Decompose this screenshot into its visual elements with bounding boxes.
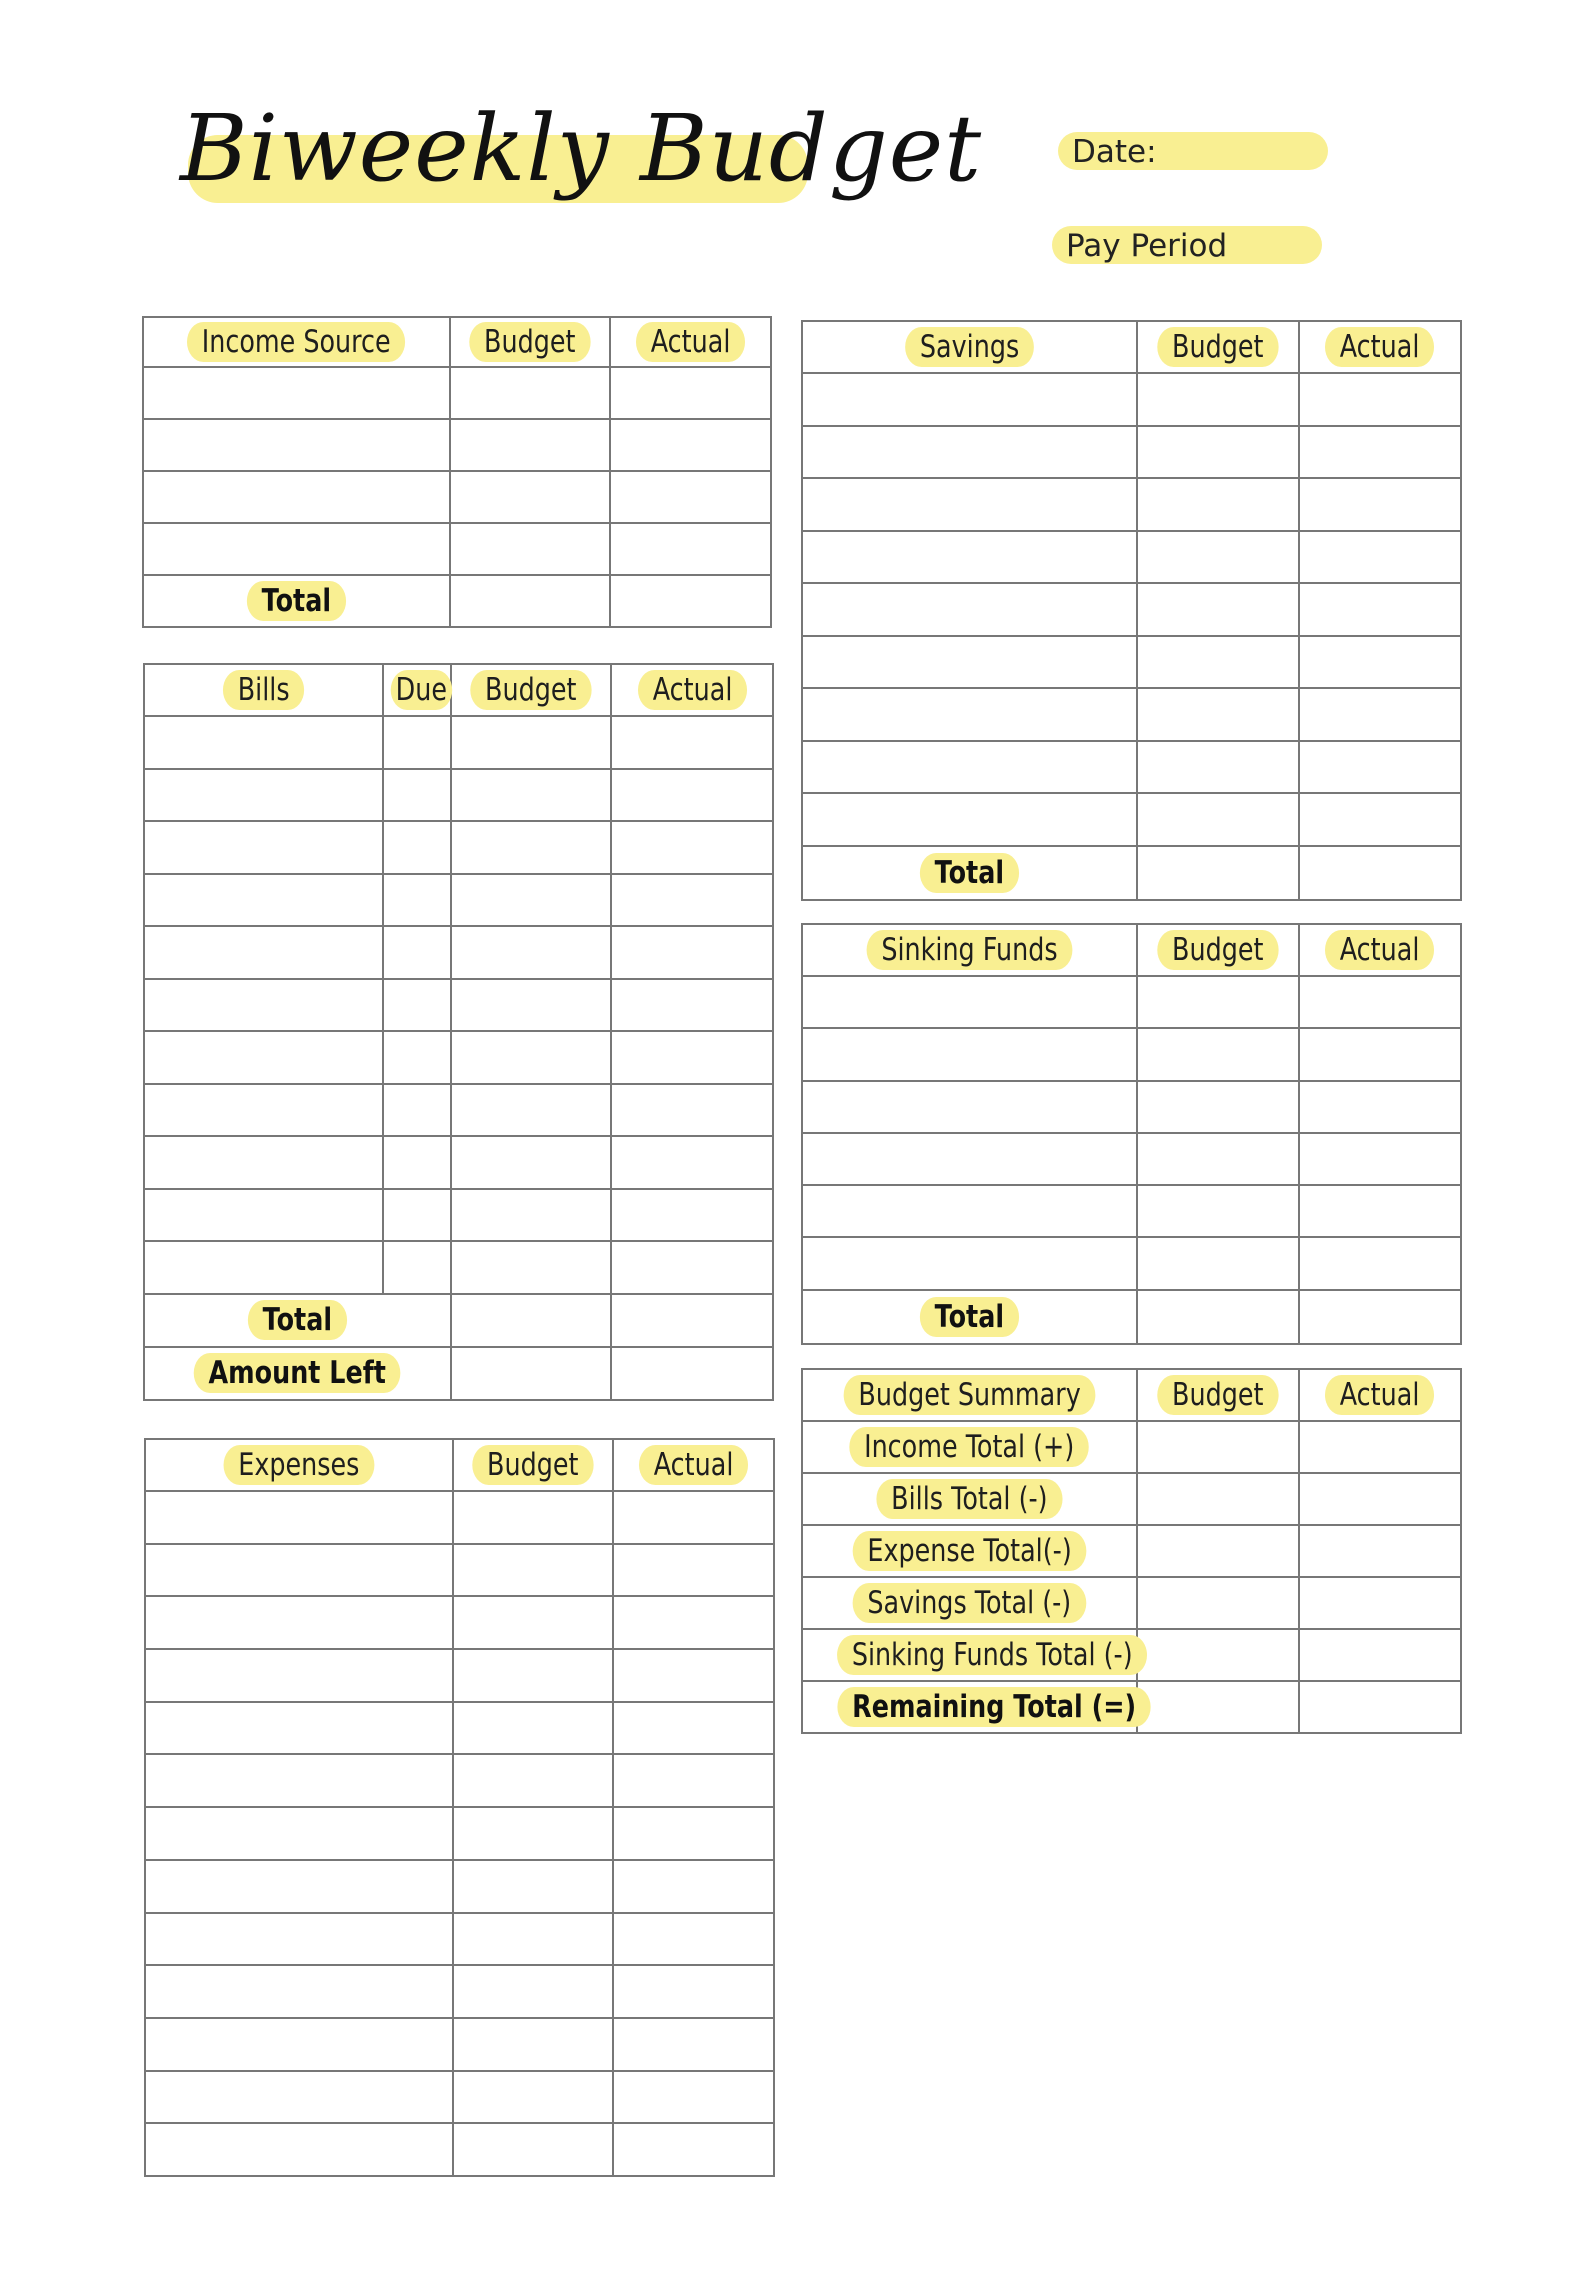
savings-total-budget-cell[interactable] (1137, 846, 1299, 900)
savings-row-cell[interactable] (1137, 636, 1299, 689)
bills-row (144, 1084, 773, 1137)
savings-row-cell[interactable] (1299, 793, 1461, 846)
savings-row-cell[interactable] (802, 531, 1137, 584)
sinking-row-cell[interactable] (802, 976, 1137, 1028)
savings-row-cell[interactable] (1137, 373, 1299, 426)
label-highlight: Actual (636, 322, 745, 362)
bills-row-cell[interactable] (611, 926, 773, 979)
summary-actual-cell[interactable] (1299, 1473, 1461, 1525)
label-highlight: Bills Total (-) (877, 1479, 1063, 1519)
expenses-row-cell[interactable] (613, 1860, 774, 1913)
expenses-row-cell[interactable] (453, 1491, 614, 1544)
savings-row-cell[interactable] (1299, 688, 1461, 741)
summary-row-bills (802, 1473, 1461, 1525)
sinking-row-cell[interactable] (1299, 1028, 1461, 1080)
savings-row (802, 373, 1461, 426)
bills-row-cell[interactable] (383, 1084, 451, 1137)
sinking-row-cell[interactable] (1137, 1133, 1299, 1185)
page-title (180, 95, 983, 205)
sinking-row-cell[interactable] (1299, 1133, 1461, 1185)
expenses-row-cell[interactable] (613, 1754, 774, 1807)
expenses-row-cell[interactable] (613, 1596, 774, 1649)
expenses-row-cell[interactable] (453, 1965, 614, 2018)
sinking-row (802, 1237, 1461, 1289)
savings-total-actual-cell[interactable] (1299, 846, 1461, 900)
savings-actual-header (1299, 321, 1461, 373)
income-row-cell[interactable] (610, 471, 771, 523)
expenses-row-cell[interactable] (145, 1913, 453, 1966)
savings-table (801, 320, 1462, 901)
label-highlight: Remaining Total (=) (837, 1687, 1150, 1727)
expenses-row (145, 2018, 774, 2071)
expenses-row-cell[interactable] (145, 2123, 453, 2176)
sinking-row-cell[interactable] (802, 1185, 1137, 1237)
label-highlight: Actual (1325, 930, 1434, 970)
summary-actual-cell[interactable] (1299, 1681, 1461, 1733)
savings-row-cell[interactable] (802, 583, 1137, 636)
bills-budget-header (451, 664, 612, 716)
income-row-cell[interactable] (610, 523, 771, 575)
bills-row (144, 769, 773, 822)
bills-row-cell[interactable] (611, 821, 773, 874)
summary-budget-cell[interactable] (1137, 1473, 1299, 1525)
expenses-row-cell[interactable] (453, 1807, 614, 1860)
summary-budget-cell[interactable] (1137, 1629, 1299, 1681)
sinking-row-cell[interactable] (1299, 1237, 1461, 1289)
savings-row (802, 531, 1461, 584)
label-highlight: Actual (639, 1445, 748, 1485)
expenses-actual-header (613, 1439, 774, 1491)
savings-row (802, 636, 1461, 689)
bills-row-cell[interactable] (611, 1084, 773, 1137)
label-highlight: Total (920, 853, 1019, 893)
summary-row-income (802, 1421, 1461, 1473)
summary-row-sinking (802, 1629, 1461, 1681)
expenses-row-cell[interactable] (453, 1596, 614, 1649)
savings-row (802, 793, 1461, 846)
pay-period-label: Pay Period (1066, 228, 1228, 264)
label-highlight: Actual (1325, 1375, 1434, 1415)
label-highlight: Savings (905, 327, 1034, 367)
summary-actual-header (1299, 1369, 1461, 1421)
expenses-row-cell[interactable] (145, 1649, 453, 1702)
savings-row-cell[interactable] (802, 793, 1137, 846)
summary-budget-cell[interactable] (1137, 1421, 1299, 1473)
summary-row-expense (802, 1525, 1461, 1577)
expenses-budget-header (453, 1439, 614, 1491)
bills-row-cell[interactable] (451, 979, 612, 1032)
bills-row-cell[interactable] (451, 821, 612, 874)
sinking-row-cell[interactable] (802, 1081, 1137, 1133)
savings-row-cell[interactable] (1137, 741, 1299, 794)
summary-row-remaining (802, 1681, 1461, 1733)
bills-row-cell[interactable] (451, 1031, 612, 1084)
expenses-row (145, 1807, 774, 1860)
sinking-row-cell[interactable] (802, 1133, 1137, 1185)
bills-row-cell[interactable] (144, 1241, 383, 1294)
bills-amount-left-row (144, 1347, 773, 1400)
label-highlight: Total (920, 1297, 1019, 1337)
savings-row-cell[interactable] (1137, 583, 1299, 636)
sinking-row-cell[interactable] (802, 1028, 1137, 1080)
sinking-actual-header (1299, 924, 1461, 976)
savings-row-cell[interactable] (1299, 531, 1461, 584)
income-table (142, 316, 772, 628)
expenses-row-cell[interactable] (453, 1702, 614, 1755)
bills-row-cell[interactable] (451, 1241, 612, 1294)
savings-row-cell[interactable] (1137, 531, 1299, 584)
sinking-row-cell[interactable] (1299, 976, 1461, 1028)
expenses-row-cell[interactable] (145, 1596, 453, 1649)
bills-row-cell[interactable] (383, 1136, 451, 1189)
savings-total-row (802, 846, 1461, 900)
income-total-label (143, 575, 450, 627)
summary-label-bills (802, 1473, 1137, 1525)
income-row-cell[interactable] (450, 471, 611, 523)
summary-actual-cell[interactable] (1299, 1525, 1461, 1577)
savings-row-cell[interactable] (1137, 793, 1299, 846)
savings-row-cell[interactable] (1299, 583, 1461, 636)
savings-row-cell[interactable] (1137, 688, 1299, 741)
bills-total-label (144, 1294, 451, 1347)
bills-row (144, 926, 773, 979)
label-highlight: Budget (470, 322, 591, 362)
bills-row (144, 1241, 773, 1294)
sinking-row (802, 1133, 1461, 1185)
savings-row (802, 426, 1461, 479)
bills-row (144, 1031, 773, 1084)
savings-row-cell[interactable] (1299, 478, 1461, 531)
summary-budget-cell[interactable] (1137, 1525, 1299, 1577)
expenses-row-cell[interactable] (613, 1965, 774, 2018)
income-row (143, 419, 771, 471)
sinking-row (802, 1185, 1461, 1237)
sinking-row-cell[interactable] (1299, 1185, 1461, 1237)
expenses-row (145, 1702, 774, 1755)
savings-row-cell[interactable] (1299, 741, 1461, 794)
income-row-cell[interactable] (450, 523, 611, 575)
income-row-cell[interactable] (450, 419, 611, 471)
label-highlight: Savings Total (-) (853, 1583, 1086, 1623)
sinking-funds-table (801, 923, 1462, 1345)
bills-total-row (144, 1294, 773, 1347)
summary-actual-cell[interactable] (1299, 1421, 1461, 1473)
savings-row-cell[interactable] (802, 478, 1137, 531)
income-source-header (143, 317, 450, 367)
expenses-row-cell[interactable] (613, 1807, 774, 1860)
expenses-row-cell[interactable] (145, 1702, 453, 1755)
label-highlight: Total (247, 581, 346, 621)
title-text: Biweekly Budget (180, 95, 983, 202)
expenses-row (145, 2071, 774, 2124)
label-highlight: Expenses (224, 1445, 375, 1485)
income-row (143, 367, 771, 419)
label-highlight: Budget Summary (844, 1375, 1096, 1415)
bills-actual-header (611, 664, 773, 716)
bills-total-actual-cell[interactable] (611, 1294, 773, 1347)
expenses-row (145, 1544, 774, 1597)
sinking-total-label (802, 1290, 1137, 1344)
expenses-row (145, 2123, 774, 2176)
expenses-row-cell[interactable] (453, 1860, 614, 1913)
summary-label-savings (802, 1577, 1137, 1629)
savings-row-cell[interactable] (1137, 426, 1299, 479)
bills-row-cell[interactable] (383, 1189, 451, 1242)
sinking-row-cell[interactable] (1137, 1185, 1299, 1237)
bills-row-cell[interactable] (383, 1241, 451, 1294)
label-highlight: Budget (1158, 930, 1279, 970)
sinking-row (802, 1081, 1461, 1133)
label-highlight: Expense Total(-) (853, 1531, 1087, 1571)
bills-row-cell[interactable] (144, 874, 383, 927)
summary-label-sinking (802, 1629, 1137, 1681)
bills-row (144, 874, 773, 927)
sinking-total-budget-cell[interactable] (1137, 1290, 1299, 1344)
bills-row-cell[interactable] (383, 874, 451, 927)
expenses-row-cell[interactable] (453, 1544, 614, 1597)
income-row-cell[interactable] (143, 367, 450, 419)
expenses-row-cell[interactable] (613, 2018, 774, 2071)
bills-row-cell[interactable] (611, 1031, 773, 1084)
savings-row-cell[interactable] (802, 426, 1137, 479)
sinking-row-cell[interactable] (1137, 976, 1299, 1028)
expenses-row-cell[interactable] (613, 1702, 774, 1755)
bills-row-cell[interactable] (611, 1136, 773, 1189)
summary-row-savings (802, 1577, 1461, 1629)
bills-row-cell[interactable] (611, 769, 773, 822)
bills-row-cell[interactable] (383, 979, 451, 1032)
income-row (143, 523, 771, 575)
label-highlight: Income Total (+) (850, 1427, 1090, 1467)
bills-row-cell[interactable] (451, 716, 612, 769)
expenses-row-cell[interactable] (613, 1544, 774, 1597)
sinking-budget-header (1137, 924, 1299, 976)
label-highlight: Amount Left (194, 1353, 401, 1393)
savings-row-cell[interactable] (802, 741, 1137, 794)
expenses-row-cell[interactable] (453, 2018, 614, 2071)
savings-row-cell[interactable] (1299, 426, 1461, 479)
savings-name-header (802, 321, 1137, 373)
expenses-row-cell[interactable] (145, 1544, 453, 1597)
expenses-row (145, 1596, 774, 1649)
sinking-row-cell[interactable] (1137, 1237, 1299, 1289)
summary-name-header (802, 1369, 1137, 1421)
bills-row-cell[interactable] (144, 979, 383, 1032)
label-highlight: Due (390, 670, 451, 710)
income-row-cell[interactable] (143, 523, 450, 575)
sinking-name-header (802, 924, 1137, 976)
expenses-row-cell[interactable] (613, 1649, 774, 1702)
bills-row (144, 716, 773, 769)
income-budget-header (450, 317, 611, 367)
summary-label-expense (802, 1525, 1137, 1577)
savings-row-cell[interactable] (802, 688, 1137, 741)
label-highlight: Bills (223, 670, 304, 710)
savings-row (802, 688, 1461, 741)
bills-row-cell[interactable] (451, 926, 612, 979)
sinking-row-cell[interactable] (1137, 1028, 1299, 1080)
expenses-row-cell[interactable] (613, 2071, 774, 2124)
bills-row-cell[interactable] (383, 716, 451, 769)
bills-row-cell[interactable] (611, 979, 773, 1032)
income-row (143, 471, 771, 523)
savings-row-cell[interactable] (1299, 373, 1461, 426)
expenses-row-cell[interactable] (453, 2123, 614, 2176)
expenses-row-cell[interactable] (145, 1860, 453, 1913)
bills-row-cell[interactable] (144, 1136, 383, 1189)
savings-row (802, 583, 1461, 636)
label-highlight: Total (248, 1300, 347, 1340)
label-highlight: Actual (638, 670, 747, 710)
sinking-row-cell[interactable] (1137, 1081, 1299, 1133)
expenses-row-cell[interactable] (613, 1491, 774, 1544)
label-highlight: Actual (1325, 327, 1434, 367)
label-highlight: Budget (1158, 1375, 1279, 1415)
expenses-row-cell[interactable] (453, 1754, 614, 1807)
summary-budget-cell[interactable] (1137, 1577, 1299, 1629)
expenses-row (145, 1965, 774, 2018)
bills-row-cell[interactable] (451, 1136, 612, 1189)
expenses-row-cell[interactable] (145, 2018, 453, 2071)
savings-row-cell[interactable] (802, 636, 1137, 689)
expenses-name-header (145, 1439, 453, 1491)
bills-amount-left-budget-cell[interactable] (451, 1347, 612, 1400)
expenses-row (145, 1913, 774, 1966)
bills-row-cell[interactable] (144, 821, 383, 874)
sinking-row-cell[interactable] (1299, 1081, 1461, 1133)
label-highlight: Budget (473, 1445, 594, 1485)
expenses-row (145, 1754, 774, 1807)
summary-budget-header (1137, 1369, 1299, 1421)
bills-row-cell[interactable] (383, 1031, 451, 1084)
label-highlight: Budget (1158, 327, 1279, 367)
budget-summary-table (801, 1368, 1462, 1734)
savings-total-label (802, 846, 1137, 900)
sinking-total-row (802, 1290, 1461, 1344)
income-total-row (143, 575, 771, 627)
bills-amount-left-label (144, 1347, 451, 1400)
expenses-row-cell[interactable] (453, 2071, 614, 2124)
summary-budget-cell[interactable] (1137, 1681, 1299, 1733)
savings-budget-header (1137, 321, 1299, 373)
bills-row (144, 821, 773, 874)
savings-row-cell[interactable] (1137, 478, 1299, 531)
bills-row-cell[interactable] (144, 769, 383, 822)
income-row-cell[interactable] (143, 419, 450, 471)
bills-row-cell[interactable] (144, 926, 383, 979)
bills-row-cell[interactable] (144, 1031, 383, 1084)
expenses-table (144, 1438, 775, 2177)
income-actual-header (610, 317, 771, 367)
bills-row (144, 1136, 773, 1189)
bills-row-cell[interactable] (611, 874, 773, 927)
sinking-row (802, 976, 1461, 1028)
label-highlight: Sinking Funds Total (-) (837, 1635, 1147, 1675)
label-highlight: Sinking Funds (867, 930, 1073, 970)
bills-row-cell[interactable] (611, 1189, 773, 1242)
label-highlight: Income Source (187, 322, 405, 362)
bills-row (144, 1189, 773, 1242)
summary-actual-cell[interactable] (1299, 1577, 1461, 1629)
sinking-row (802, 1028, 1461, 1080)
savings-row-cell[interactable] (1299, 636, 1461, 689)
income-row-cell[interactable] (450, 367, 611, 419)
bills-total-budget-cell[interactable] (451, 1294, 612, 1347)
expenses-row-cell[interactable] (613, 1913, 774, 1966)
summary-actual-cell[interactable] (1299, 1629, 1461, 1681)
bills-row-cell[interactable] (611, 716, 773, 769)
savings-row (802, 741, 1461, 794)
summary-label-income (802, 1421, 1137, 1473)
bills-due-header (383, 664, 451, 716)
bills-row-cell[interactable] (144, 1189, 383, 1242)
income-row-cell[interactable] (610, 367, 771, 419)
summary-label-remaining (802, 1681, 1137, 1733)
bills-row-cell[interactable] (451, 769, 612, 822)
date-label: Date: (1072, 134, 1157, 170)
bills-row-cell[interactable] (383, 926, 451, 979)
label-highlight: Budget (471, 670, 592, 710)
income-row-cell[interactable] (610, 419, 771, 471)
bills-row-cell[interactable] (144, 1084, 383, 1137)
sinking-row-cell[interactable] (802, 1237, 1137, 1289)
sinking-total-actual-cell[interactable] (1299, 1290, 1461, 1344)
expenses-row-cell[interactable] (145, 1491, 453, 1544)
income-total-actual-cell[interactable] (610, 575, 771, 627)
bills-table (143, 663, 774, 1401)
expenses-row-cell[interactable] (145, 1807, 453, 1860)
expenses-row-cell[interactable] (453, 1649, 614, 1702)
bills-row-cell[interactable] (451, 1189, 612, 1242)
expenses-row-cell[interactable] (145, 1754, 453, 1807)
expenses-row-cell[interactable] (145, 2071, 453, 2124)
expenses-row-cell[interactable] (145, 1965, 453, 2018)
expenses-row (145, 1491, 774, 1544)
bills-row-cell[interactable] (451, 874, 612, 927)
bills-row-cell[interactable] (144, 716, 383, 769)
savings-row (802, 478, 1461, 531)
expenses-row-cell[interactable] (613, 2123, 774, 2176)
bills-amount-left-actual-cell[interactable] (611, 1347, 773, 1400)
expenses-row (145, 1649, 774, 1702)
bills-row-cell[interactable] (451, 1084, 612, 1137)
income-row-cell[interactable] (143, 471, 450, 523)
bills-row-cell[interactable] (383, 769, 451, 822)
expenses-row-cell[interactable] (453, 1913, 614, 1966)
expenses-row (145, 1860, 774, 1913)
savings-row-cell[interactable] (802, 373, 1137, 426)
bills-row-cell[interactable] (383, 821, 451, 874)
income-total-budget-cell[interactable] (450, 575, 611, 627)
bills-name-header (144, 664, 383, 716)
bills-row-cell[interactable] (611, 1241, 773, 1294)
bills-row (144, 979, 773, 1032)
